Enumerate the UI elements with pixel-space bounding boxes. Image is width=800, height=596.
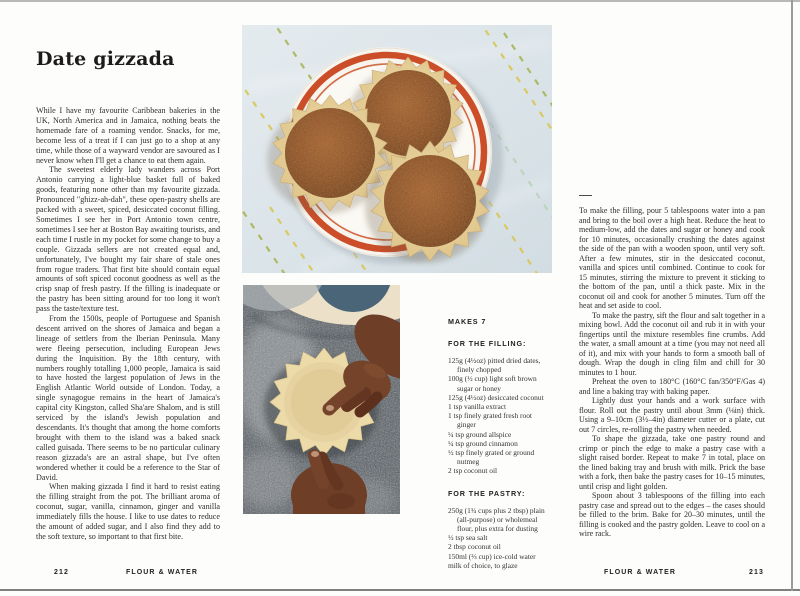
recipe-title: Date gizzada: [36, 48, 175, 70]
ingredient-item: 125g (4½oz) desiccated coconut: [448, 392, 544, 402]
method-text: [579, 195, 765, 539]
page-edge-bottom: [0, 589, 800, 591]
page-edge-right: [791, 0, 793, 591]
ingredient-item: ¼ tsp ground cinnamon: [448, 438, 518, 448]
ingredient-item: 125g (4½oz) pitted dried dates, finely chopped: [448, 356, 541, 375]
intro-text: [36, 106, 220, 542]
page-edge-top: [0, 0, 800, 2]
ingredient-item: ½ tsp finely grated or ground nutmeg: [448, 448, 535, 467]
filling-ingredient-list: [448, 356, 549, 476]
method-paragraph-2: To make the pastry, sift the flour and salt together in a mixing bowl. Add the coconut oil and rub it in with your fingertips until the mixture resembles fine crumbs. Add the water, a small amount at a time (you may not need all of it), and mix with your hands to form a smooth ball of dough. Wrap the dough in cling film and chill for 30 minutes to 1 hour.: [579, 310, 765, 377]
photo-shaping-pastry: [243, 285, 400, 514]
ingredient-item: milk of choice, to glaze: [448, 560, 518, 570]
ingredient-item: 150ml (⅔ cup) ice-cold water: [448, 551, 536, 561]
ingredient-item: 1 tsp finely grated fresh root ginger: [448, 411, 532, 430]
ingredient-item: 2 tsp coconut oil: [448, 466, 498, 476]
ingredients-panel: [448, 317, 549, 583]
makes-label: MAKES 7: [448, 317, 487, 326]
ingredient-item: ½ tsp sea salt: [448, 533, 488, 543]
page-number-left: 212: [54, 569, 69, 576]
pastry-header: FOR THE PASTRY:: [448, 488, 526, 498]
intro-paragraph-2: The sweetest elderly lady wanders across Port Antonio carrying a light-blue basket full of baked goods, featuring none other than my favourite gizzada. Pronounced "ghizz-ah-dah", these open-pastry shells are packed with a sweet, spiced, desiccated coconut filling. Sometimes I see her in Port Antonio town centre, sometimes I see her at Boston Bay awaiting tourists, and each time I rustle in my pocket for some change to buy a couple. Gizzada sellers are not created equal and, unfortunately, I've bought my fair share of stale ones from rogue traders. That first bite should contain equal amounts of soft spiced coconut goodness as well as the crisp snap of fresh pastry. If the filling is inadequate or the pastry has been sitting around for too long it won't pass the taste/texture test.: [36, 165, 220, 314]
method-paragraph-6: Spoon about 3 tablespoons of the filling into each pastry case and spread out to the edges – the cases should be filled to the brim. Bake for 20–30 minutes, until the filling is cooked and the pastry golden. Leave to cool on a wire rack.: [579, 491, 765, 538]
section-divider-dash: [579, 195, 592, 196]
method-paragraph-1: To make the filling, pour 5 tablespoons water into a pan and bring to the boil over a high heat. Reduce the heat to medium-low, add the dates and sugar or honey and cook for 10 minutes, occasionally crushing the dates against the side of the pan with a wooden spoon, until very soft. After a few minutes, stir in the desiccated coconut, vanilla and spices until combined. Continue to cook for 15 minutes, stirring the mixture to prevent it sticking to the bottom of the pan, until a thick paste. Mix in the coconut oil and cook for another 5 minutes. Turn off the heat and set aside to cool.: [579, 206, 765, 310]
ingredient-item: 100g (½ cup) light soft brown sugar or honey: [448, 374, 537, 393]
ingredient-item: 250g (1¾ cups plus 2 tbsp) plain (all-purpose) or wholemeal flour, plus extra for dusting: [448, 505, 545, 534]
photo-gizzada-plate: [242, 25, 552, 273]
running-title-right: FLOUR & WATER: [603, 569, 677, 576]
ingredient-item: ¼ tsp ground allspice: [448, 429, 512, 439]
pastry-shaping-illustration: [243, 285, 400, 514]
filling-header: FOR THE FILLING:: [448, 339, 527, 348]
method-paragraph-4: Lightly dust your hands and a work surface with flour. Roll out the pastry until about 3mm (⅛in) thick. Using a 9–10cm (3½–4in) diameter cutter or a plate, cut out 7 circles, re-rolling the pastry when needed.: [579, 396, 765, 434]
ingredient-item: 1 tsp vanilla extract: [448, 402, 507, 412]
pastry-ingredient-list: [448, 506, 549, 570]
intro-paragraph-4: When making gizzada I find it hard to resist eating the filling straight from the pot. The brilliant aroma of coconut, sugar, vanilla, cinnamon, ginger and vanilla immediately fills the house. I like to use dates to reduce the amount of added sugar, and I also find they add to the soft texture, so important to that first bite.: [36, 482, 220, 541]
page-number-right: 213: [749, 569, 764, 576]
gizzada-plate-illustration: [242, 25, 552, 273]
intro-paragraph-1: While I have my favourite Caribbean bakeries in the UK, North America and in Jamaica, nothing beats the homemade fare of a roaming vendor. Snacks, for me, become less of a treat if I can just go to a shop at any time, while those of a wayward vendor are savoured as I never know when I'll get a chance to eat them again.: [36, 106, 220, 165]
method-paragraph-3: Preheat the oven to 180°C (160°C fan/350°F/Gas 4) and line a baking tray with baking paper.: [579, 377, 765, 396]
running-title-left: FLOUR & WATER: [125, 569, 199, 576]
fingernail: [326, 405, 334, 411]
fingernail: [311, 451, 319, 457]
intro-paragraph-3: From the 1500s, people of Portuguese and Spanish descent arrived on the shores of Jamaica and began a lineage of settlers from the Iberian Peninsula. Many were fleeing persecution, including European Jews during the Inquisition. By the 18th century, with numbers roughly totalling 1,000 people, Jamaica is said to have hosted the largest population of Jews in the English Atlantic World outside of London. Today, a single synagogue remains in the heart of Jamaica's capital city Kingston, called Sha'are Shalom, and is still serviced by the island's Jewish population and descendants. It's thought that among the home comforts brought with them to the island was a baked snack called guisada. There seems to be no particular culinary reason gizzada's are an astral shape, but I've often wondered whether it could be a reference to the Star of David.: [36, 314, 220, 482]
ingredient-item: 2 tbsp coconut oil: [448, 542, 501, 552]
method-paragraph-5: To shape the gizzada, take one pastry round and crimp or pinch the edge to make a pastry case with a slight raised border. Repeat to make 7 in total, place on the lined baking tray and brush with milk. Prick the base with a fork, then bake the pastry cases for 10–15 minutes, until crisp and light golden.: [579, 434, 765, 491]
